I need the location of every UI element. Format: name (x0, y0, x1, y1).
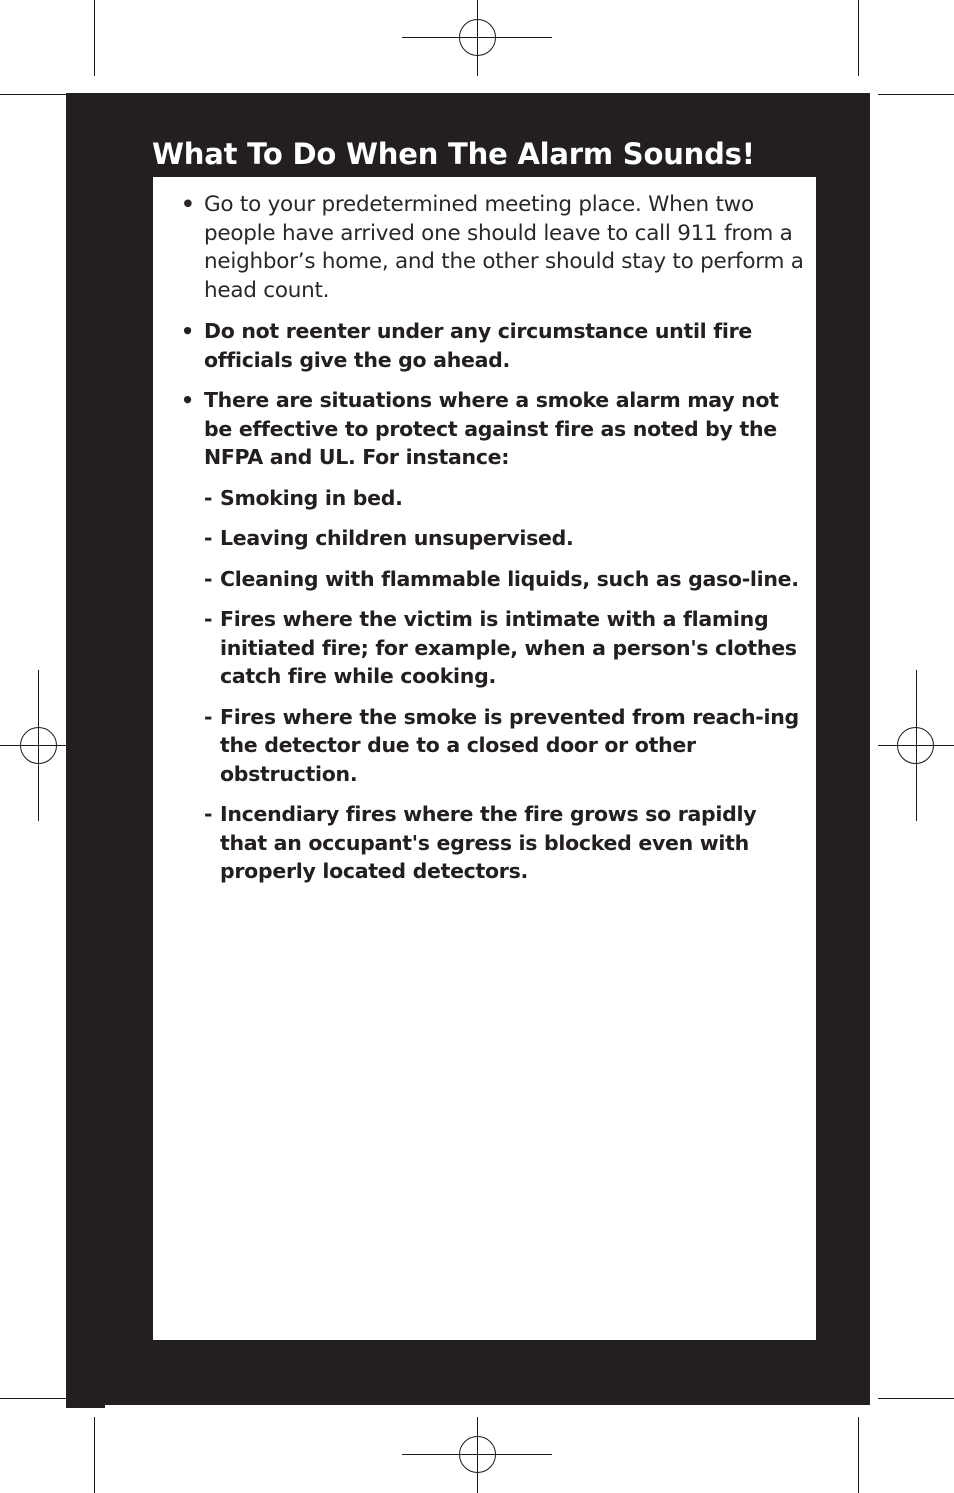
list-item-text: Do not reenter under any circumstance until fire officials give the go ahead. (204, 319, 753, 372)
situation-text: Incendiary fires where the fire grows so rapidly that an occupant's egress is blocked even with properly located detectors. (220, 802, 757, 883)
situation-text: Smoking in bed. (220, 485, 403, 510)
dash-marker: - (204, 607, 213, 631)
registration-target-bottom-icon (459, 1436, 496, 1473)
crop-mark-right-bottom (878, 1398, 954, 1399)
registration-target-left-icon (20, 727, 57, 764)
list-item-situations (181, 386, 811, 472)
content-box (153, 177, 816, 1340)
situation-text: Cleaning with flammable liquids, such as gaso-line. (220, 566, 799, 591)
bullet-marker: • (181, 319, 194, 343)
situation-item (204, 800, 804, 886)
crop-mark-bottom-right (858, 1417, 859, 1493)
list-item-text: There are situations where a smoke alarm may not be effective to protect against fire as noted by the NFPA and UL. For instance: (204, 388, 779, 469)
situation-item (204, 484, 804, 513)
crop-mark-top-left (94, 0, 95, 76)
situation-text: Fires where the smoke is prevented from reach-ing the detector due to a closed door or other obstruction. (220, 704, 799, 786)
dash-marker: - (204, 485, 213, 510)
registration-target-right-icon (897, 727, 934, 764)
situation-item (204, 524, 804, 553)
dash-marker: - (204, 566, 213, 591)
list-item-text: Go to your predetermined meeting place. When two people have arrived one should leave to call 911 from a neighbor’s home, and the other should stay to perform a head count. (204, 192, 804, 303)
dash-marker: - (204, 526, 213, 550)
dash-marker: - (204, 802, 213, 826)
registration-target-top-icon (459, 19, 496, 56)
situation-item (204, 703, 804, 789)
crop-mark-bottom-left (94, 1417, 95, 1493)
panel-bottom-tab (66, 1405, 105, 1408)
bullet-marker: • (181, 388, 194, 412)
situations-list (204, 484, 804, 886)
situation-item (204, 605, 804, 691)
situation-text: Fires where the victim is intimate with a flaming initiated fire; for example, when a person's clothes catch fire while cooking. (220, 607, 797, 688)
crop-mark-left-top (0, 94, 76, 95)
instruction-list (181, 191, 811, 898)
bullet-marker: • (181, 192, 195, 217)
situation-text: Leaving children unsupervised. (220, 526, 574, 550)
crop-mark-right-top (878, 94, 954, 95)
situation-item (204, 565, 804, 594)
list-item-do-not-reenter (181, 317, 811, 374)
dash-marker: - (204, 704, 213, 729)
crop-mark-left-bottom (0, 1398, 76, 1399)
page-title: What To Do When The Alarm Sounds! (152, 137, 755, 171)
crop-mark-top-right (858, 0, 859, 76)
list-item-meeting-place (181, 191, 811, 305)
